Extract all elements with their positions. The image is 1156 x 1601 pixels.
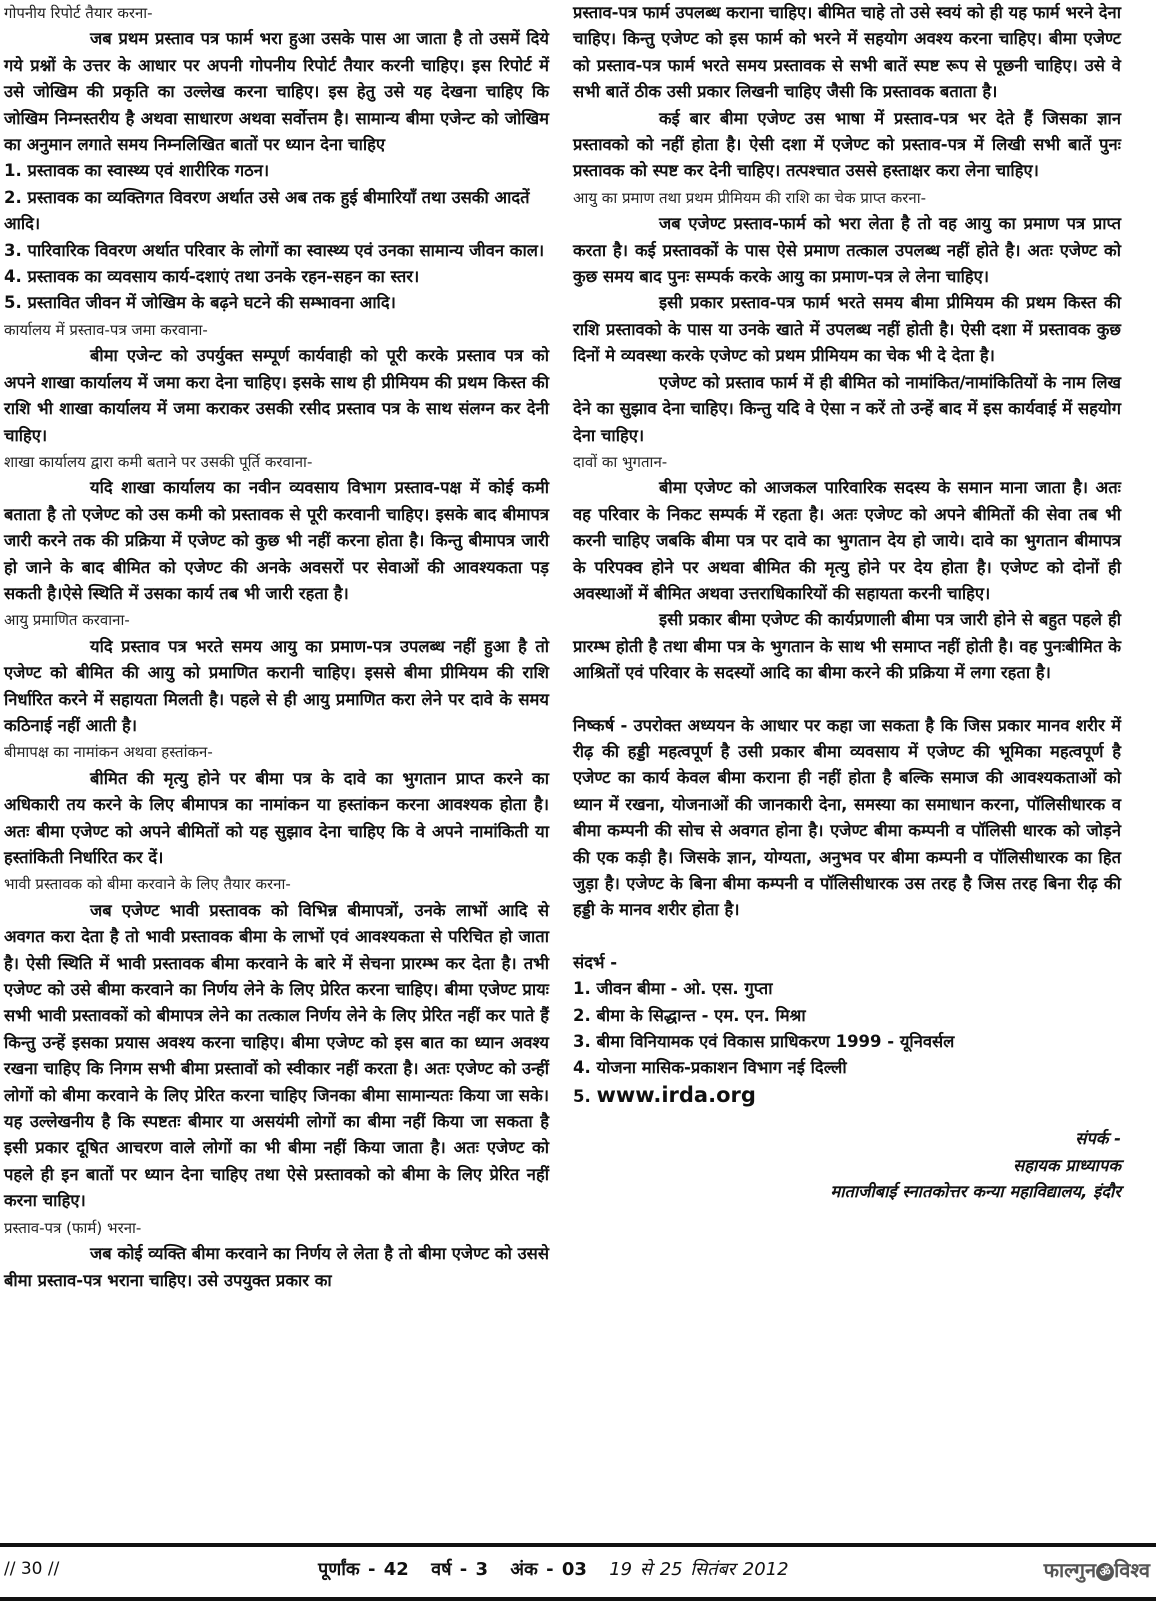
- page-footer: [0, 1543, 1156, 1601]
- left-column: [4, 0, 549, 1294]
- section-heading: आयु का प्रमाण तथा प्रथम प्रीमियम की राशि का चेक प्राप्त करना-: [573, 188, 927, 207]
- paragraph: जब एजेण्ट प्रस्ताव-फार्म को भरा लेता है तो वह आयु का प्रमाण पत्र प्राप्त करता है। कई प्रस्तावकों के पास ऐसे प्रमाण तत्काल उपलब्ध नहीं होते है। अतः एजेण्ट को कुछ समय बाद पुनः सम्पर्क करके आयु का प्रमाण-पत्र ले लेना चाहिए।: [573, 214, 1121, 287]
- conclusion-paragraph: निष्कर्ष - उपरोक्त अध्ययन के आधार पर कहा जा सकता है कि जिस प्रकार मानव शरीर में रीढ़ की हड्डी महत्वपूर्ण है उसी प्रकार बीमा व्यवसाय में एजेण्ट की भूमिका महत्वपूर्ण है एजेण्ट का कार्य केवल बीमा कराना ही नहीं होता है बल्कि समाज की आवश्यकताओं को ध्यान में रखना, योजनाओं की जानकारी देना, समस्या का समाधान करना, पॉलिसीधारक व बीमा कम्पनी की सोच से अवगत होना है। एजेण्ट बीमा कम्पनी व पॉलिसी धारक को जोड़ने की एक कड़ी है। जिसके ज्ञान, योग्यता, अनुभव पर बीमा कम्पनी व पॉलिसीधारक का हित जुड़ा है। एजेण्ट के बिना बीमा कम्पनी व पॉलिसीधारक उस तरह है जिस तरह बिना रीढ़ की हड्डी के मानव शरीर होता है।: [573, 715, 1121, 920]
- logo-text-right: विश्व: [1114, 1558, 1150, 1582]
- list-item: 1. प्रस्तावक का स्वास्थ्य एवं शारीरिक गठन।: [4, 161, 270, 181]
- paragraph: बीमा एजेन्ट को उपर्युक्त सम्पूर्ण कार्यवाही को पूरी करके प्रस्ताव पत्र को अपने शाखा कार्यालय में जमा करा देना चाहिए। इसके साथ ही प्रीमियम की प्रथम किस्त की राशि भी शाखा कार्यालय में जमा कराकर उसकी रसीद प्रस्ताव पत्र के साथ संलग्न कर देनी चाहिए।: [4, 346, 549, 445]
- section-heading: बीमापक्ष का नामांकन अथवा हस्तांकन-: [4, 743, 213, 762]
- paragraph: बीमा एजेण्ट को आजकल पारिवारिक सदस्य के समान माना जाता है। अतः वह परिवार के निकट सम्पर्क में रहता है। अतः एजेण्ट को अपने बीमितों की सेवा तब भी करनी चाहिए जबकि बीमा पत्र पर दावे का भुगतान देय हो जाये। दावे का भुगतान बीमापत्र के परिपक्व होने पर अथवा बीमित की मृत्यु होने पर देय होता है। एजेण्ट को दोनों ही अवस्थाओं में बीमित अथवा उत्तराधिकारियों की सहायता करनी चाहिए।: [573, 478, 1121, 603]
- section-heading: शाखा कार्यालय द्वारा कमी बताने पर उसकी पूर्ति करवाना-: [4, 452, 313, 471]
- list-item: 5. प्रस्तावित जीवन में जोखिम के बढ़ने घटने की सम्भावना आदि।: [4, 293, 396, 313]
- right-column: [573, 0, 1121, 1205]
- paragraph: कई बार बीमा एजेण्ट उस भाषा में प्रस्ताव-पत्र भर देते हैं जिसका ज्ञान प्रस्तावको को नहीं होता है। ऐसी दशा में एजेण्ट को प्रस्ताव-पत्र में लिखी सभी बातें पुनः प्रस्तावक को स्पष्ट कर देनी चाहिए। तत्पश्चात उससे हस्ताक्षर करा लेना चाहिए।: [573, 108, 1121, 181]
- paragraph: यदि प्रस्ताव पत्र भरते समय आयु का प्रमाण-पत्र उपलब्ध नहीं हुआ है तो एजेण्ट को बीमित की आयु को प्रमाणित करानी चाहिए। इससे बीमा प्रीमियम की राशि निर्धारित करने में सहायता मिलती है। पहले से ही आयु प्रमाणित करा लेने पर दावे के समय कठिनाई नहीं आती है।: [4, 636, 549, 735]
- reference-item: 4. योजना मासिक-प्रकाशन विभाग नई दिल्ली: [573, 1058, 847, 1078]
- paragraph: इसी प्रकार बीमा एजेण्ट की कार्यप्रणाली बीमा पत्र जारी होने से बहुत पहले ही प्रारम्भ होती है तथा बीमा पत्र के भुगतान के साथ भी समाप्त नहीं होती है। वह पुनःबीमित के आश्रितों एवं परिवार के सदस्यों आदि का बीमा करने की प्रक्रिया में लगा रहता है।: [573, 610, 1121, 683]
- issue-info: [318, 1557, 803, 1581]
- section-heading: भावी प्रस्तावक को बीमा करवाने के लिए तैयार करना-: [4, 875, 291, 894]
- reference-item: 3. बीमा विनियामक एवं विकास प्राधिकरण 1999 - यूनिवर्सल: [573, 1032, 955, 1052]
- publication-logo: [1044, 1556, 1150, 1583]
- list-item: 4. प्रस्तावक का व्यवसाय कार्य-दशाएं तथा उनके रहन-सहन का स्तर।: [4, 267, 420, 287]
- section-heading: प्रस्ताव-पत्र (फार्म) भरना-: [4, 1218, 142, 1237]
- issue-year: वर्ष - 3: [431, 1559, 489, 1580]
- reference-item: 1. जीवन बीमा - ओ. एस. गुप्ता: [573, 979, 773, 999]
- om-icon: ॐ: [1096, 1563, 1114, 1581]
- contact-label: संपर्क -: [1075, 1129, 1121, 1149]
- references-heading: संदर्भ -: [573, 952, 618, 972]
- paragraph: बीमित की मृत्यु होने पर बीमा पत्र के दावे का भुगतान प्राप्त करने का अधिकारी तय करने के लिए बीमापत्र का नामांकन या हस्तांकन करना आवश्यक होता है। अतः बीमा एजेण्ट को अपने बीमितों को यह सुझाव देना चाहिए कि वे अपने नामांकिती या हस्तांकिती निर्धारित कर दें।: [4, 768, 549, 867]
- contact-organization: माताजीबाई स्नातकोत्तर कन्या महाविद्यालय, इंदौर: [830, 1182, 1121, 1202]
- section-heading: दावों का भुगतान-: [573, 452, 668, 471]
- reference-url: www.irda.org: [596, 1082, 756, 1107]
- logo-text-left: फाल्गुन: [1043, 1558, 1097, 1582]
- paragraph: जब प्रथम प्रस्ताव पत्र फार्म भरा हुआ उसके पास आ जाता है तो उसमें दिये गये प्रश्नों के उत्तर के आधार पर अपनी गोपनीय रिपोर्ट तैयार करनी चाहिए। इस रिपोर्ट में उसे जोखिम की प्रकृति का उल्लेख करना चाहिए। इस हेतु उसे यह देखना चाहिए कि जोखिम निम्नस्तरीय है अथवा साधारण अथवा सर्वोत्तम है। सामान्य बीमा एजेन्ट को जोखिम का अनुमान लगाते समय निम्नलिखित बातों पर ध्यान देना चाहिए: [4, 29, 549, 155]
- page-number: // 30 //: [4, 1559, 60, 1579]
- paragraph: प्रस्ताव-पत्र फार्म उपलब्ध कराना चाहिए। बीमित चाहे तो उसे स्वयं को ही यह फार्म भरने देना चाहिए। किन्तु एजेण्ट को इस फार्म को भरने में सहयोग अवश्य करना चाहिए। बीमा एजेण्ट को प्रस्ताव-पत्र फार्म भरते समय प्रस्तावक से सभी बातें स्पष्ट रूप से पूछनी चाहिए। उसे वे सभी बातें ठीक उसी प्रकार लिखनी चाहिए जैसी कि प्रस्तावक बताता है।: [573, 3, 1121, 102]
- issue-date: 19 से 25 सितंबर 2012: [609, 1559, 789, 1580]
- list-item: 2. प्रस्तावक का व्यक्तिगत विवरण अर्थात उसे अब तक हुई बीमारियाँ तथा उसकी आदतें आदि।: [4, 187, 530, 234]
- paragraph: एजेण्ट को प्रस्ताव फार्म में ही बीमित को नामांकित/नामांकितियों के नाम लिख देने का सुझाव देना चाहिए। किन्तु यदि वे ऐसा न करें तो उन्हें बाद में इस कार्यवाई में सहयोग देना चाहिए।: [573, 372, 1121, 445]
- reference-number: 5.: [573, 1086, 591, 1106]
- contact-title: सहायक प्राध्यापक: [1013, 1155, 1121, 1175]
- section-heading: कार्यालय में प्रस्ताव-पत्र जमा करवाना-: [4, 320, 208, 339]
- section-heading: गोपनीय रिपोर्ट तैयार करना-: [4, 4, 153, 22]
- paragraph: जब एजेण्ट भावी प्रस्तावक को विभिन्न बीमापत्रों, उनके लाभों आदि से अवगत करा देता है तो भावी प्रस्तावक बीमा के लाभों एवं आवश्यकता से परिचित हो जाता है। ऐसी स्थिति में भावी प्रस्तावक बीमा करवाने के बारे में सेचना प्रारम्भ कर देता है। तभी एजेण्ट को उसे बीमा करवाने का निर्णय लेने के लिए प्रेरित करना चाहिए। बीमा एजेण्ट प्रायः सभी भावी प्रस्तावकों को बीमापत्र लेने का तत्काल निर्णय लेने के लिए प्रेरित नहीं कर पाते हैं किन्तु उन्हें इसका प्रयास अवश्य करना चाहिए। बीमा एजेण्ट को इस बात का ध्यान अवश्य रखना चाहिए कि निगम सभी बीमा प्रस्तावों को स्वीकार नहीं करता है। अतः एजेण्ट को उन्हीं लोगों को बीमा करवाने के लिए प्रेरित करना चाहिए जिनका बीमा सामान्यतः किया जा सके। यह उल्लेखनीय है कि स्पष्टतः बीमार या असयंमी लोगों का बीमा नहीं किया जा सकता है इसी प्रकार दूषित आचरण वाले लोगों का भी बीमा नहीं किया जाता है। अतः एजेण्ट को पहले ही इन बातों पर ध्यान देना चाहिए तथा ऐसे प्रस्तावको को बीमा के लिए प्रेरित नहीं करना चाहिए।: [4, 900, 549, 1211]
- list-item: 3. पारिवारिक विवरण अर्थात परिवार के लोगों का स्वास्थ्य एवं उनका सामान्य जीवन काल।: [4, 240, 545, 260]
- issue-ank: अंक - 03: [510, 1559, 587, 1580]
- paragraph: जब कोई व्यक्ति बीमा करवाने का निर्णय ले लेता है तो बीमा एजेण्ट को उससे बीमा प्रस्ताव-पत्र भराना चाहिए। उसे उपयुक्त प्रकार का: [4, 1244, 549, 1290]
- reference-item: 2. बीमा के सिद्धान्त - एम. एन. मिश्रा: [573, 1005, 806, 1025]
- issue-number: पूर्णांक - 42: [318, 1559, 409, 1580]
- paragraph: यदि शाखा कार्यालय का नवीन व्यवसाय विभाग प्रस्ताव-पक्ष में कोई कमी बताता है तो एजेण्ट को उस कमी को प्रस्तावक से पूरी करवानी चाहिए। इसके बाद बीमापत्र जारी करने तक की प्रक्रिया में एजेण्ट को कुछ भी नहीं करना होता है। किन्तु बीमापत्र जारी हो जाने के बाद बीमित को एजेण्ट की अनके अवसरों पर सेवाओं की आवश्यकता पड़ सकती है।ऐसे स्थिति में उसका कार्य तब भी जारी रहता है।: [4, 478, 549, 603]
- reference-item: [573, 1082, 1121, 1110]
- paragraph: इसी प्रकार प्रस्ताव-पत्र फार्म भरते समय बीमा प्रीमियम की प्रथम किस्त की राशि प्रस्तावको के पास या उनके खाते में उपलब्ध नहीं होती है। ऐसी दशा में प्रस्तावक कुछ दिनों मे व्यवस्था करके एजेण्ट को प्रथम प्रीमियम का चेक भी दे देता है।: [573, 293, 1121, 366]
- section-heading: आयु प्रमाणित करवाना-: [4, 611, 130, 630]
